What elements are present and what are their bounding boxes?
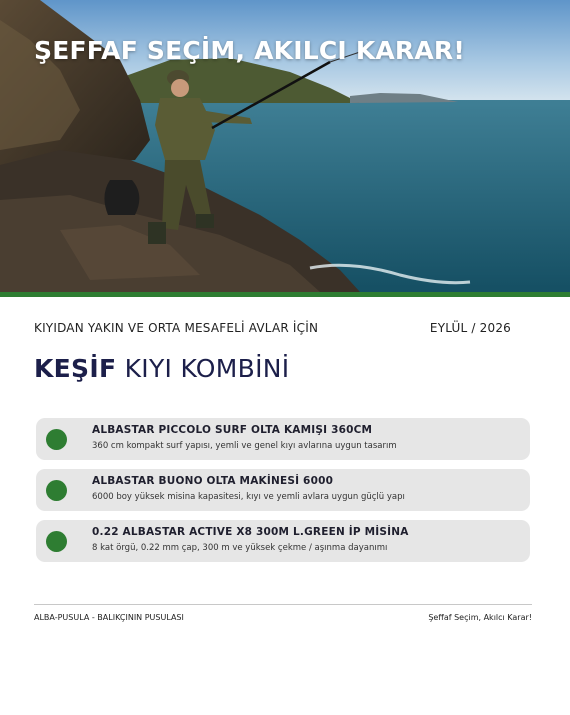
product-description: 360 cm kompakt surf yapısı, yemli ve genel kıyı avlarına uygun tasarım xyxy=(92,441,397,451)
product-description: 6000 boy yüksek misina kapasitesi, kıyı ve yemli avlara uygun güçlü yapı xyxy=(92,492,405,502)
bullet-dot-icon xyxy=(46,531,67,552)
product-title: ALBASTAR PICCOLO SURF OLTA KAMIŞI 360CM xyxy=(92,424,373,436)
product-card xyxy=(36,520,530,562)
bullet-dot-icon xyxy=(46,429,67,450)
product-card xyxy=(36,418,530,460)
product-title: ALBASTAR BUONO OLTA MAKİNESİ 6000 xyxy=(92,475,334,487)
product-title: 0.22 ALBASTAR ACTIVE X8 300M L.GREEN İP MİSİNA xyxy=(92,526,409,538)
product-description: 8 kat örgü, 0.22 mm çap, 300 m ve yüksek çekme / aşınma dayanımı xyxy=(92,543,388,553)
footer-brand: ALBA-PUSULA - BALIKÇININ PUSULASI xyxy=(34,613,184,622)
product-card xyxy=(36,469,530,511)
product-list xyxy=(36,418,530,571)
accent-divider xyxy=(0,292,570,297)
footer-divider xyxy=(34,604,532,605)
bullet-dot-icon xyxy=(46,480,67,501)
page-title xyxy=(34,354,289,383)
issue-date: EYLÜL / 2026 xyxy=(429,321,511,335)
hero-title: ŞEFFAF SEÇİM, AKILCI KARAR! xyxy=(34,36,465,65)
page-title-rest: KIYI KOMBİNİ xyxy=(116,354,290,383)
footer-slogan: Şeffaf Seçim, Akılcı Karar! xyxy=(428,613,532,622)
page-title-bold: KEŞİF xyxy=(34,354,117,383)
subtitle: KIYIDAN YAKIN VE ORTA MESAFELİ AVLAR İÇİN xyxy=(34,321,319,335)
hero-photo xyxy=(0,0,570,292)
